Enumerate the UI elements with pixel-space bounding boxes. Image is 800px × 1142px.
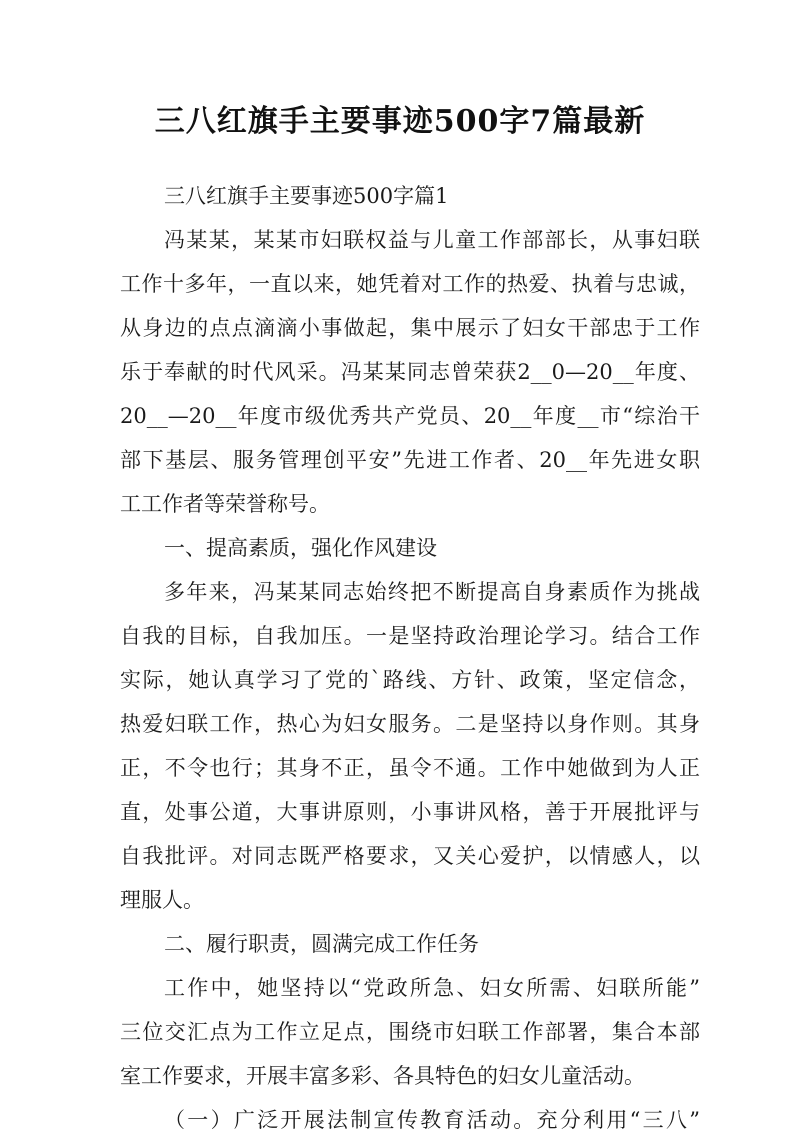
paragraph-line: 工作十多年，一直以来，她凭着对工作的热爱、执着与忠诚，: [120, 272, 700, 296]
paragraph-line: 热爱妇联工作，热心为妇女服务。二是坚持以身作则。其身: [120, 712, 700, 736]
paragraph-line: 部下基层、服务管理创平安”先进工作者、20__年先进女职: [120, 448, 700, 472]
paragraph-line: 三位交汇点为工作立足点，围绕市妇联工作部署，集合本部: [120, 1020, 700, 1044]
paragraph-line: 从身边的点点滴滴小事做起，集中展示了妇女干部忠于工作: [120, 316, 700, 340]
paragraph-line: 理服人。: [120, 888, 204, 912]
document-title: 三八红旗手主要事迹500字7篇最新: [154, 104, 646, 139]
paragraph-line: 工工作者等荣誉称号。: [120, 492, 330, 516]
paragraph-line: 工作中，她坚持以“党政所急、妇女所需、妇联所能”: [164, 976, 700, 1000]
paragraph-line: 正，不令也行；其身不正，虽令不通。工作中她做到为人正: [120, 756, 700, 780]
document-body: [120, 174, 700, 1142]
paragraph-line: 实际，她认真学习了党的`路线、方针、政策，坚定信念，: [120, 668, 700, 692]
paragraph-line: （一）广泛开展法制宣传教育活动。充分利用“三八”: [164, 1108, 700, 1132]
paragraph-line: 直，处事公道，大事讲原则，小事讲风格，善于开展批评与: [120, 800, 700, 824]
paragraph-line: 冯某某，某某市妇联权益与儿童工作部部长，从事妇联: [164, 228, 700, 252]
paragraph-line: 室工作要求，开展丰富多彩、各具特色的妇女儿童活动。: [120, 1064, 645, 1088]
paragraph-line: 乐于奉献的时代风采。冯某某同志曾荣获2__0—20__年度、: [120, 360, 700, 384]
section-heading: 二、履行职责，圆满完成工作任务: [164, 932, 479, 956]
paragraph-line: 多年来，冯某某同志始终把不断提高自身素质作为挑战: [164, 580, 700, 604]
section-heading: 一、提高素质，强化作风建设: [164, 536, 437, 560]
paragraph-line: 20__—20__年度市级优秀共产党员、20__年度__市“综治干: [120, 404, 700, 428]
paragraph-line: 自我的目标，自我加压。一是坚持政治理论学习。结合工作: [120, 624, 700, 648]
section-heading: 三八红旗手主要事迹500字篇1: [164, 184, 449, 208]
paragraph-line: 自我批评。对同志既严格要求，又关心爱护，以情感人，以: [120, 844, 700, 868]
